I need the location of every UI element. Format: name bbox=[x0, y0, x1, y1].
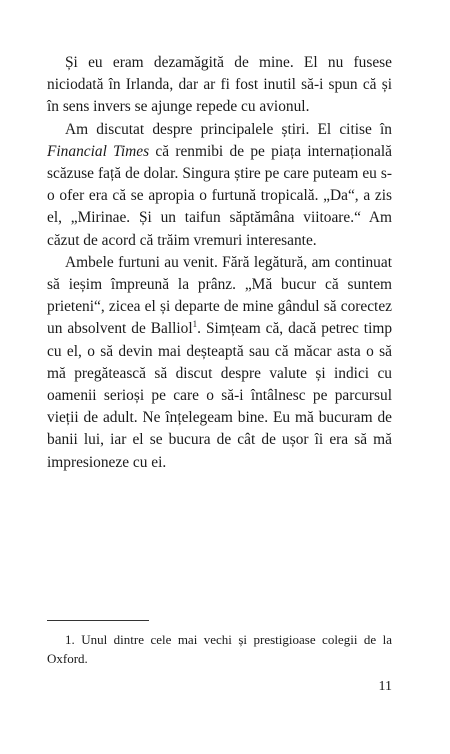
paragraph-3-text-a: Ambele furtuni au venit. Fără legătură, am continuat să ieșim împreună la prânz. „Mă bucur că suntem prieteni“, zicea el și departe de mine gândul să corectez un absolvent de Balliol bbox=[47, 253, 392, 338]
body-text bbox=[47, 52, 392, 474]
paragraph-2-italic-title: Financial Times bbox=[47, 142, 150, 160]
paragraph-1 bbox=[47, 52, 392, 119]
paragraph-1-text: Și eu eram dezamăgită de mine. El nu fusese niciodată în Irlanda, dar ar fi fost inutil să-i spun că și în sens invers se ajunge repede cu avionul. bbox=[47, 54, 392, 116]
paragraph-2 bbox=[47, 119, 392, 252]
page-number: 11 bbox=[378, 679, 392, 694]
footnote-reference: 1 bbox=[192, 319, 198, 330]
paragraph-2-text-b: că renmibi de pe piața internațională scăzuse față de dolar. Singura știre pe care puteam eu s-o ofer era că se apropia o furtună tropicală. „Da“, a zis el, „Mirinae. Și un taifun săptămâna viitoare.“ Am căzut de acord că trăim vremuri interesante. bbox=[47, 142, 392, 249]
paragraph-2-text-a: Am discutat despre principalele știri. El citise în bbox=[65, 120, 392, 138]
paragraph-3 bbox=[47, 252, 392, 474]
footnote: 1. Unul dintre cele mai vechi și prestigioase colegii de la Oxford. bbox=[47, 632, 392, 666]
footnote-separator bbox=[47, 620, 149, 621]
paragraph-3-text-b: . Simțeam că, dacă petrec timp cu el, o să devin mai deșteaptă sau că măcar asta o să mă pregătească să discut despre valute și indici cu oamenii serioși pe care o să-i întâlnesc pe parcursul vieții de adult. Ne înțelegeam bine. Eu mă bucuram de banii lui, iar el se bucura de cât de ușor îi era să mă impresioneze cu ei. bbox=[47, 320, 393, 471]
